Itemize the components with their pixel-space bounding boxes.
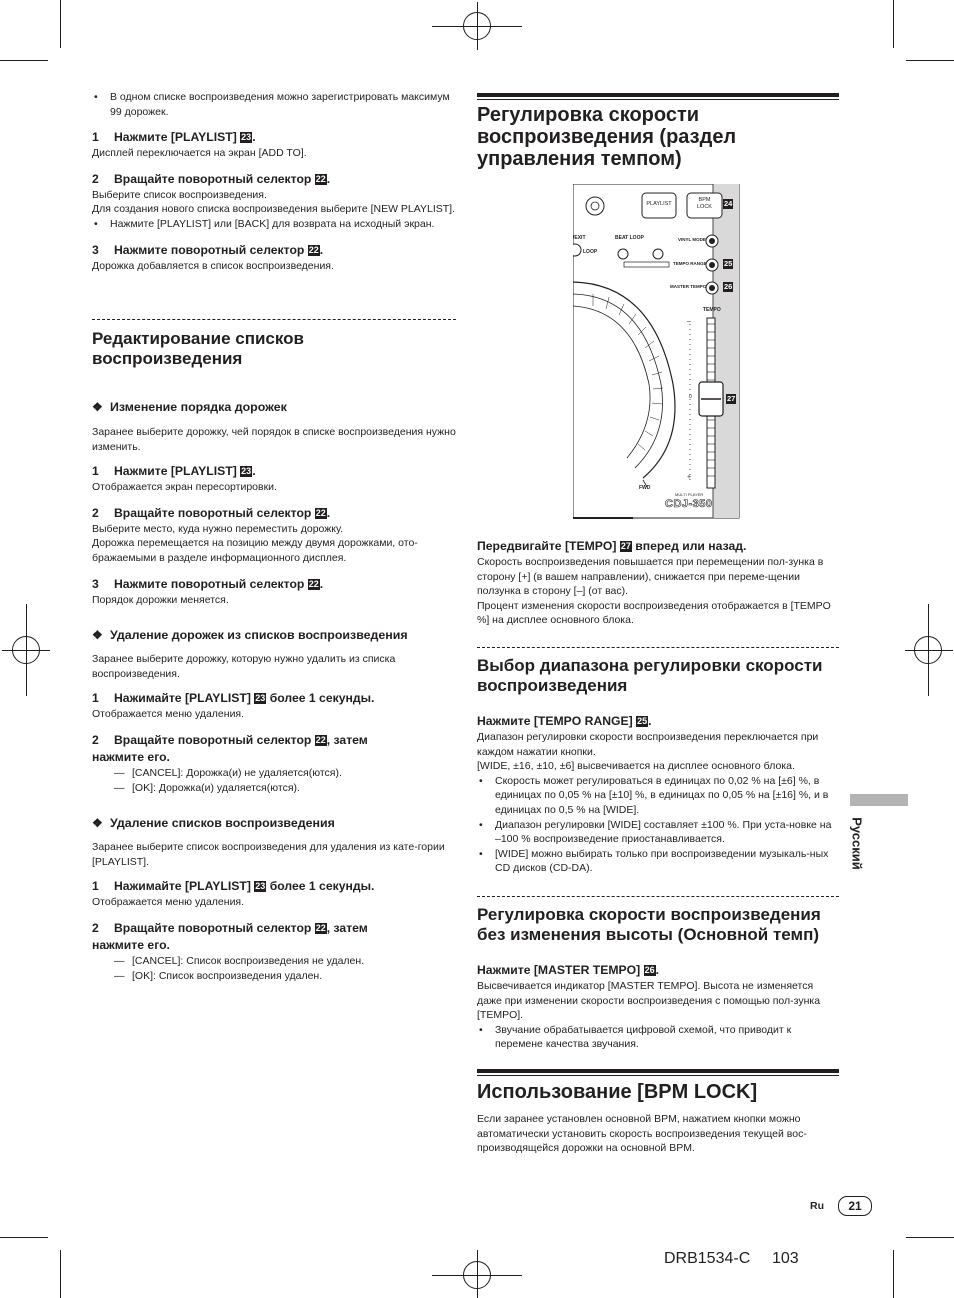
master-tempo-label: MASTER TEMPO — [670, 284, 707, 289]
callout-number: 23 — [241, 466, 252, 477]
callout-number: 23 — [255, 693, 266, 704]
language-tab-label-wrap — [846, 812, 870, 882]
diamond-icon: ❖ — [92, 816, 103, 831]
step-text: Отображается меню удаления. — [92, 896, 245, 909]
heading-rule — [477, 93, 839, 97]
page-title: Регулировка скорости воспроизведения (раздел управления темпом) — [477, 104, 737, 170]
option-item: — [OK]: Список воспроизведения удален. — [92, 969, 456, 984]
tempo-label: TEMPO — [703, 307, 721, 313]
callout-number: 22 — [308, 244, 319, 255]
step-text: Высвечивается индикатор [MASTER TEMPO]. Высота не изменяется даже при изменении скорости воспроизведения с помощью пол-зунка [TEMPO]. — [477, 980, 821, 1022]
intro-text: Заранее выберите дорожку, чей порядок в списке воспроизведения нужно изменить. — [92, 426, 456, 453]
crop-mark — [0, 1237, 48, 1238]
list-item: • Звучание обрабатывается цифровой схемой, что приводит к перемене качества звучания. — [477, 1023, 839, 1052]
document-code: DRB1534-C — [664, 1250, 751, 1267]
callout-number: 22 — [315, 173, 326, 184]
loop-label: LOOP — [583, 249, 598, 255]
playlist-button: PLAYLIST — [646, 201, 672, 207]
beat-loop-label: BEAT LOOP — [615, 235, 644, 241]
crop-mark — [60, 0, 61, 48]
right-column-master — [477, 905, 839, 1052]
step-heading: 1 Нажимайте [PLAYLIST] 23 более 1 секунды. — [92, 879, 375, 894]
step-heading-cont: нажмите его. — [92, 937, 170, 952]
left-column-lower — [92, 329, 456, 983]
model-logo: CDJ-350 — [665, 498, 713, 510]
step-label: Нажмите [PLAYLIST] — [114, 130, 237, 145]
minus-sign: – — [687, 318, 691, 325]
heading-rule — [477, 1069, 839, 1073]
step-text: Диапазон регулировки скорости воспроизведения переключается при каждом нажатии кнопки. — [477, 731, 819, 758]
language-tab — [850, 794, 908, 806]
diamond-icon: ❖ — [92, 628, 103, 643]
registration-line — [432, 26, 522, 27]
callout-number: 22 — [315, 507, 326, 518]
right-column — [477, 538, 839, 628]
list-item: • В одном списке воспроизведения можно зарегистрировать максимум 99 дорожек. — [92, 90, 456, 119]
step-heading: 1 Нажмите [PLAYLIST] 23. — [92, 130, 256, 145]
step-heading: 2 Вращайте поворотный селектор 22, затем — [92, 732, 368, 747]
step-heading: 1 Нажимайте [PLAYLIST] 23 более 1 секунды. — [92, 691, 375, 706]
reloop-label: /EXIT — [573, 235, 586, 241]
section-heading: Регулировка скорости воспроизведения без изменения высоты (Основной темп) — [477, 905, 821, 944]
body-text: Если заранее установлен основной BPM, нажатием кнопки можно автоматически установить скорость воспроизведения текущей вос-производящейся дорожки на основной BPM. — [477, 1113, 807, 1155]
step-heading: Нажмите [TEMPO RANGE] 25. — [477, 714, 652, 728]
callout-number: 22 — [308, 578, 319, 589]
page-title: Использование [BPM LOCK] — [477, 1081, 758, 1103]
step-heading: 2 Вращайте поворотный селектор 22, затем — [92, 920, 368, 935]
plus-sign: + — [687, 474, 692, 481]
crop-mark — [906, 60, 954, 61]
crop-mark — [60, 1250, 61, 1298]
callout-number: 25 — [637, 716, 648, 726]
registration-line — [432, 1275, 522, 1276]
callout-number: 26 — [644, 965, 655, 975]
crop-mark — [906, 1237, 954, 1238]
callout-number: 27 — [727, 394, 736, 403]
step-heading: 3 Нажмите поворотный селектор 22. — [92, 576, 324, 591]
heading-rule — [477, 99, 839, 100]
page-number: 21 — [838, 1196, 872, 1216]
subsection-heading: ❖ Удаление дорожек из списков воспроизведения — [92, 628, 408, 643]
registration-line — [905, 650, 953, 651]
section-heading: Редактирование списков воспроизведения — [92, 329, 304, 368]
zero-mark: 0 — [689, 394, 692, 400]
step-heading: 2 Вращайте поворотный селектор 22. — [92, 505, 331, 520]
bpm-lock-button: BPM LOCK — [697, 197, 712, 210]
registration-line — [477, 1250, 478, 1298]
callout-number: 22 — [315, 922, 326, 933]
step-text: Порядок дорожки меняется. — [92, 593, 229, 606]
left-column — [92, 90, 456, 273]
device-figure — [573, 184, 741, 520]
document-page: 103 — [772, 1250, 799, 1267]
step-text: Процент изменения скорости воспроизведения отображается в [TEMPO %] на дисплее основного блока. — [477, 599, 831, 627]
multi-player-label: MULTI PLAYER — [675, 492, 704, 497]
heading-rule — [477, 1075, 839, 1076]
callout-number: 26 — [724, 282, 733, 291]
language-tab-label: Русский — [849, 817, 865, 870]
step-label: Вращайте поворотный селектор — [114, 171, 312, 186]
step-heading: Передвигайте [TEMPO] 27 вперед или назад. — [477, 539, 747, 553]
step-text: Выберите место, куда нужно переместить дорожку. — [92, 522, 344, 535]
language-code: Ru — [810, 1200, 824, 1212]
callout-number: 23 — [241, 132, 252, 143]
callout-number: 22 — [315, 734, 326, 745]
step-heading: 2 Вращайте поворотный селектор 22. — [92, 171, 331, 186]
step-heading: Нажмите [MASTER TEMPO] 26. — [477, 963, 659, 977]
option-item: — [CANCEL]: Список воспроизведения не удален. — [92, 954, 456, 969]
step-text: [WIDE, ±16, ±10, ±6] высвечивается на дисплее основного блока. — [477, 760, 795, 773]
step-text: Отображается экран пересортировки. — [92, 481, 277, 494]
callout-number: 24 — [724, 199, 733, 208]
step-heading-cont: нажмите его. — [92, 749, 170, 764]
crop-mark — [893, 0, 894, 48]
step-text: Отображается меню удаления. — [92, 708, 245, 721]
option-item: — [OK]: Дорожка(и) удаляется(ются). — [92, 781, 456, 796]
list-item: • Диапазон регулировки [WIDE] составляет ±100 %. При уста-новке на –100 % воспроизведение приостанавливается. — [477, 818, 839, 847]
list-item: • Скорость может регулироваться в единицах по 0,02 % на [±6] %, в единицах по 0,05 % на [±10] %, в единицах по 0,05 % на [±16] %, и в единицах по 0,5 % на [WIDE]. — [477, 774, 839, 818]
step-text: Для создания нового списка воспроизведения выберите [NEW PLAYLIST]. — [92, 203, 455, 216]
callout-number: 27 — [620, 541, 631, 551]
fwd-label: FWD — [639, 485, 651, 491]
callout-number: 23 — [255, 881, 266, 892]
callout-number: 25 — [724, 259, 733, 268]
subsection-heading: ❖ Изменение порядка дорожек — [92, 400, 287, 414]
section-divider — [477, 647, 839, 648]
step-label: Нажмите поворотный селектор — [114, 242, 305, 257]
intro-text: Заранее выберите список воспроизведения для удаления из кате-гории [PLAYLIST]. — [92, 841, 445, 868]
step-text: Дорожка перемещается на позицию между двумя дорожками, ото-бражаемыми в разделе информационного дисплея. — [92, 537, 418, 564]
vinyl-mode-label: VINYL MODE — [678, 237, 706, 242]
right-column-range — [477, 656, 839, 876]
tempo-range-label: TEMPO RANGE — [673, 261, 707, 266]
section-divider — [477, 896, 839, 897]
section-heading: Выбор диапазона регулировки скорости воспроизведения — [477, 656, 823, 695]
diamond-icon: ❖ — [92, 400, 103, 414]
subsection-heading: ❖ Удаление списков воспроизведения — [92, 816, 335, 831]
step-text: Дорожка добавляется в список воспроизведения. — [92, 259, 334, 272]
list-item: • [WIDE] можно выбирать только при воспроизведении музыкаль-ных CD дисков (CD-DA). — [477, 847, 839, 876]
list-item: • Нажмите [PLAYLIST] или [BACK] для возврата на исходный экран. — [92, 217, 456, 232]
option-item: — [CANCEL]: Дорожка(и) не удаляется(ются). — [92, 766, 456, 781]
section-divider — [92, 319, 456, 320]
registration-line — [2, 650, 50, 651]
step-text: Выберите список воспроизведения. — [92, 188, 267, 201]
crop-mark — [0, 60, 48, 61]
step-heading: 1 Нажмите [PLAYLIST] 23. — [92, 464, 256, 479]
step-text: Дисплей переключается на экран [ADD TO]. — [92, 147, 307, 160]
crop-mark — [893, 1250, 894, 1298]
step-text: Скорость воспроизведения повышается при перемещении пол-зунка в сторону [+] (в вашем направлении), снижается при переме-щении ползунка в сторону [–] (от вас). — [477, 556, 824, 598]
intro-text: Заранее выберите дорожку, которую нужно удалить из списка воспроизведения. — [92, 653, 396, 680]
step-heading: 3 Нажмите поворотный селектор 22. — [92, 242, 324, 257]
